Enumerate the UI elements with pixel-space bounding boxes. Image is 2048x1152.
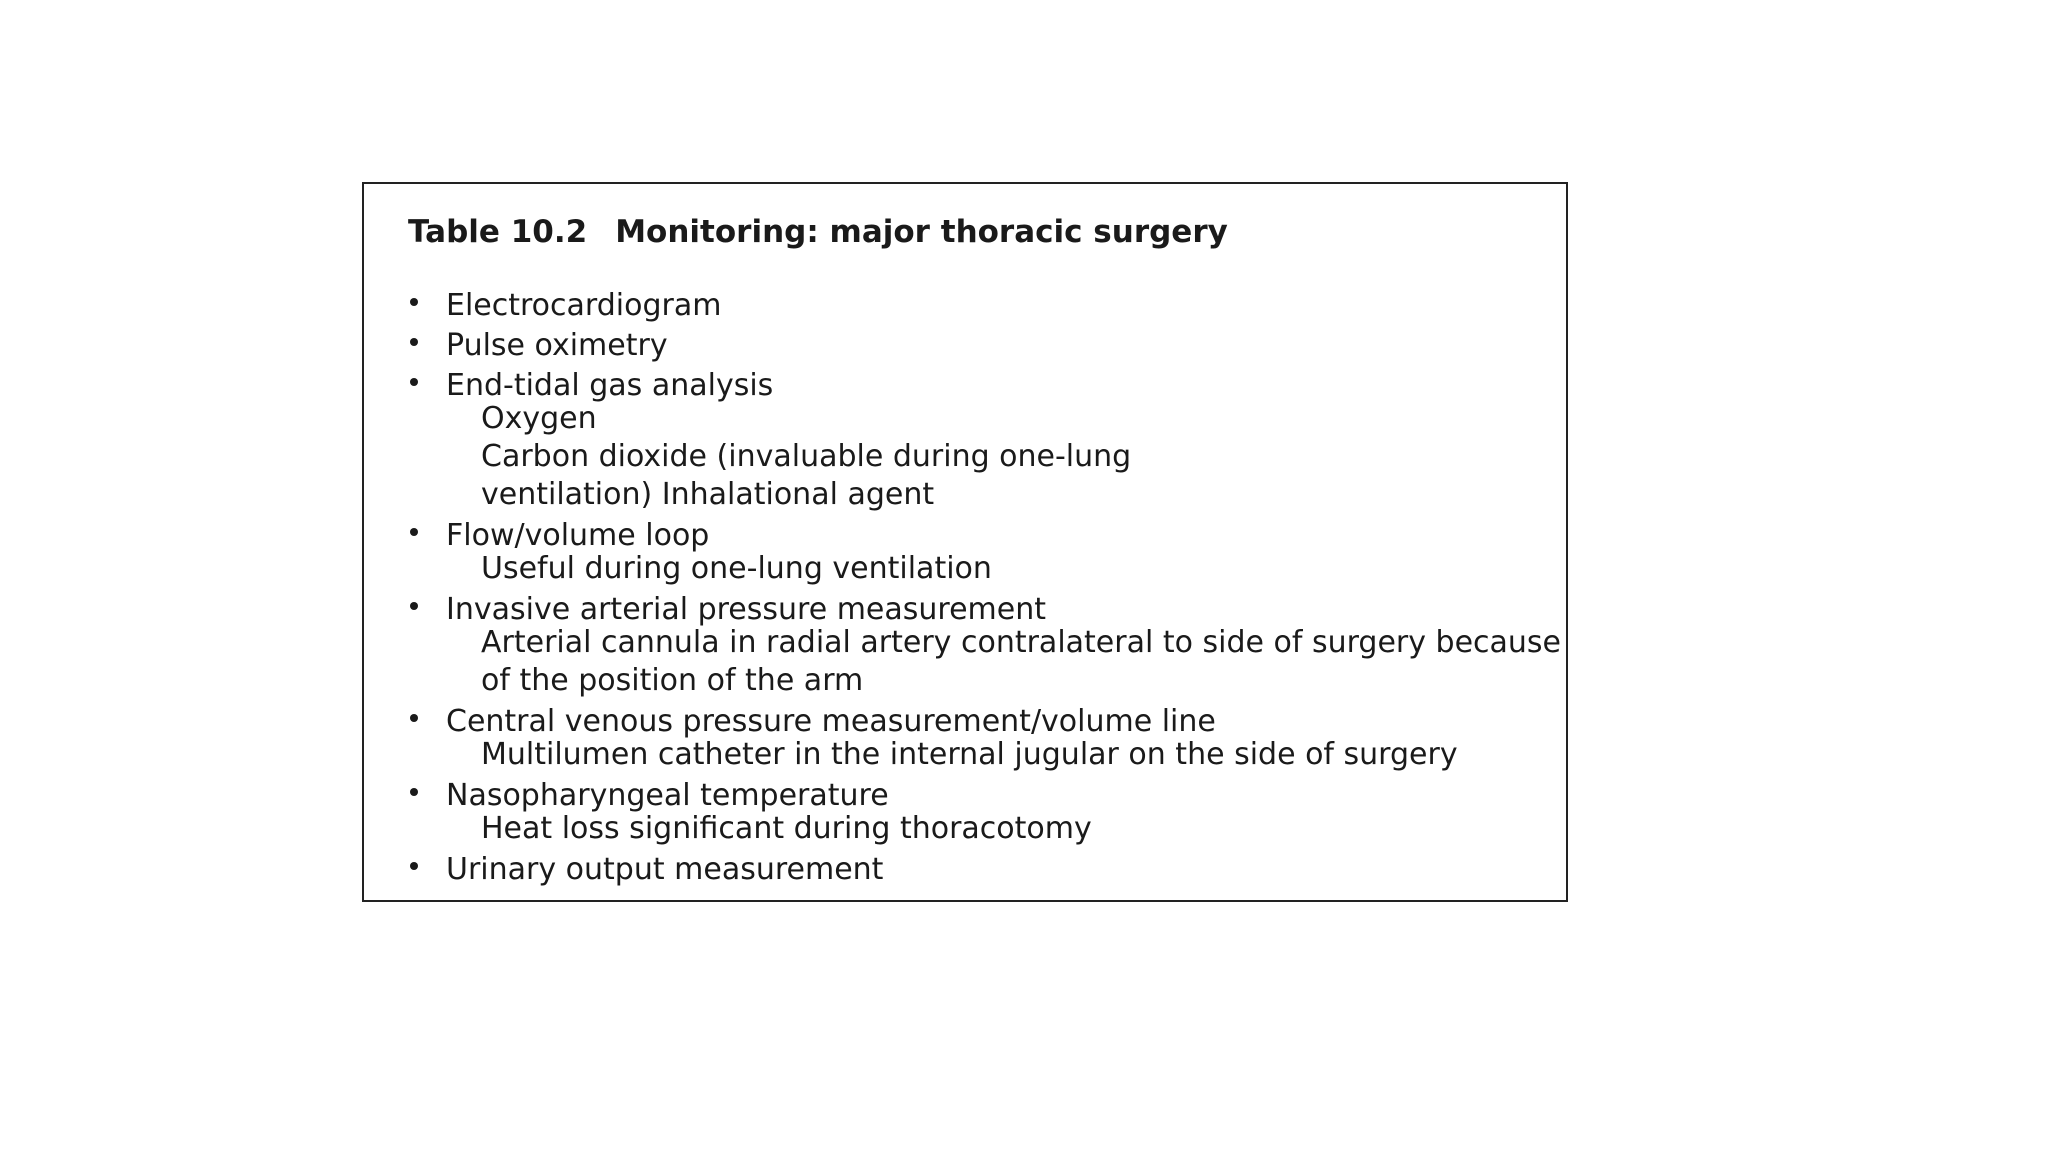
bullet-icon <box>410 298 418 306</box>
sub-item: Carbon dioxide (invaluable during one-lung ventilation) Inhalational agent <box>481 439 1132 513</box>
table-caption <box>408 214 1566 251</box>
bullet-icon <box>410 602 418 610</box>
bullet-icon <box>410 788 418 796</box>
item-label: Flow/volume loop <box>446 518 710 554</box>
sub-list <box>446 736 1566 774</box>
table-title: Monitoring: major thoracic surgery <box>615 214 1228 250</box>
sub-item: Useful during one-lung ventilation <box>481 551 992 587</box>
list-item <box>408 851 1566 888</box>
bullet-icon <box>410 528 418 536</box>
item-label: Invasive arterial pressure measurement <box>446 592 1046 628</box>
monitoring-list <box>408 287 1566 888</box>
bullet-icon <box>410 862 418 870</box>
list-item <box>408 327 1566 364</box>
item-label: Central venous pressure measurement/volume line <box>446 704 1216 740</box>
list-item <box>408 591 1566 700</box>
item-label: End-tidal gas analysis <box>446 368 774 404</box>
bullet-icon <box>410 714 418 722</box>
item-label: Urinary output measurement <box>446 852 884 888</box>
sub-item: Multilumen catheter in the internal jugular on the side of surgery <box>481 737 1458 773</box>
monitoring-table <box>362 182 1568 902</box>
bullet-icon <box>410 378 418 386</box>
list-item <box>408 287 1566 324</box>
sub-list <box>446 624 1566 700</box>
sub-list <box>446 400 1566 514</box>
list-item <box>408 517 1566 588</box>
item-label: Electrocardiogram <box>446 288 722 324</box>
item-label: Nasopharyngeal temperature <box>446 778 889 814</box>
table-number: Table 10.2 <box>408 214 588 250</box>
sub-list <box>446 810 1566 848</box>
bullet-icon <box>410 338 418 346</box>
item-label: Pulse oximetry <box>446 328 668 364</box>
list-item <box>408 703 1566 774</box>
list-item <box>408 777 1566 848</box>
list-item <box>408 367 1566 514</box>
sub-list <box>446 550 1566 588</box>
sub-item: Oxygen <box>481 401 597 437</box>
sub-item: Heat loss significant during thoracotomy <box>481 811 1092 847</box>
sub-item: Arterial cannula in radial artery contralateral to side of surgery because of the position of the arm <box>481 625 1561 699</box>
